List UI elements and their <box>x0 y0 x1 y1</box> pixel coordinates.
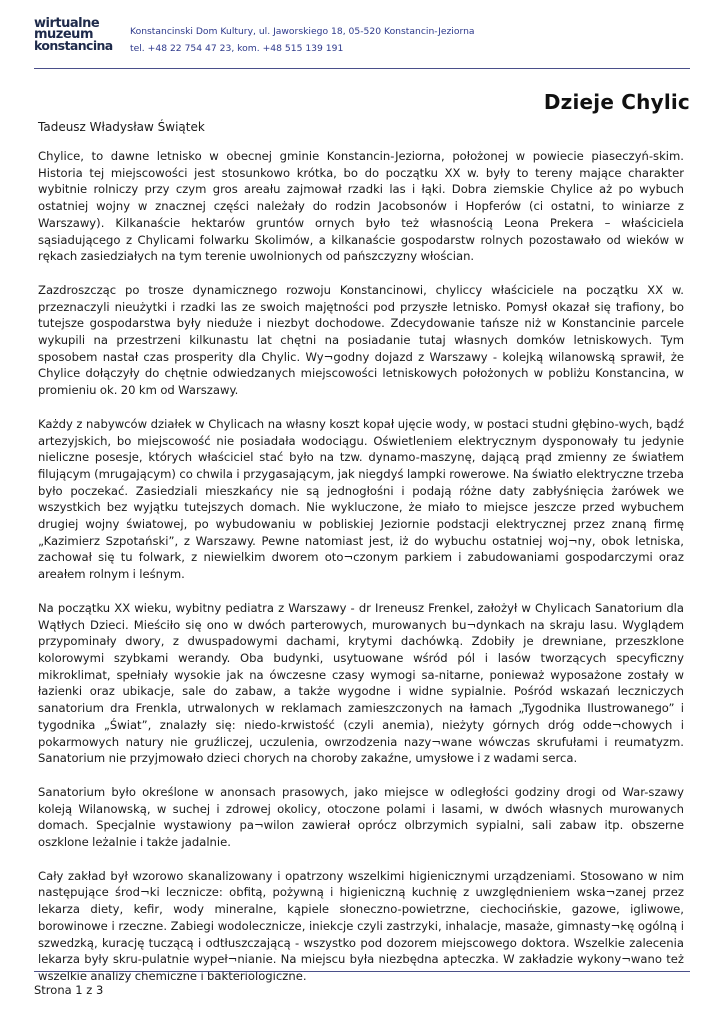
logo-line-1: wirtualne <box>34 16 100 31</box>
logo-line-3: konstancina <box>34 38 113 53</box>
paragraph-2: Zazdroszcząc po trosze dynamicznego rozwoju Konstancinowi, chyliccy właściciele na początku XX w. przeznaczyli nieużytki i rzadki las ze swoich majętności pod przyszłe letnisko. Pomysł okazał się trafiony, bo tutejsze gospodarstwa były nieduże i niezbyt dochodowe. Zdecydowanie tańsze niż w Konstancinie parcele wykupili na przestrzeni kilkunastu lat chętni na posiadanie tutaj własnych domków letniskowych. Tym sposobem nastał czas prosperity dla Chylic. Wy¬godny dojazd z Warszawy - kolejką wilanowską sprawił, że Chylice dołączyły do chętnie odwiedzanych miejscowości letniskowych położonych w pobliżu Konstancina, w promieniu ok. 20 km od Warszawy. <box>38 282 684 398</box>
footer-divider <box>34 971 690 972</box>
paragraph-1: Chylice, to dawne letnisko w obecnej gminie Konstancin-Jeziorna, położonej w powiecie piaseczyń-skim. Historia tej miejscowości jest stosunkowo krótka, bo do początku XX w. były to tereny mające charakter wybitnie rolniczy przy czym gros areału zajmował rzadki las i łąki. Dobra ziemskie Chylice aż po wybuch ostatniej wojny w znacznej części należały do rodzin Jacobsonów i Hopferów (ci ostatni, to winiarze z Warszawy). Kilkanaście hektarów gruntów ornych było też własnością Leona Prekera – właściciela sąsiadującego z Chylicami folwarku Skolimów, a kilkanaście gospodarstw rolnych pozostawało od wieków w rękach zasiedziałych na tym terenie uwolnionych od pańszczyzny włościan. <box>38 149 684 264</box>
museum-logo <box>34 18 124 51</box>
paragraph-4: Na początku XX wieku, wybitny pediatra z Warszawy - dr Ireneusz Frenkel, założył w Chylicach Sanatorium dla Wątłych Dzieci. Mieściło się ono w dwóch parterowych, murowanych bu¬dynkach na skraju lasu. Wyglądem przypominały dwory, z dwuspadowymi dachami, krytymi dachówką. Zdobiły je drewniane, przeszklone kolorowymi szybkami werandy. Oba budynki, usytuowane wśród pól i lasów tworzących specyficzny mikroklimat, spełniały wysokie jak na ówczesne czasy wymogi sa-nitarne, ponieważ wyposażone zostały w łazienki oraz ubikacje, sale do zabaw, a także wygodne i widne sypialnie. Pośród wskazań leczniczych sanatorium dra Frenkla, utrwalonych w reklamach zamieszczonych na łamach „Tygodnika Ilustrowanego” i tygodnika „Świat”, znalazły się: niedo-krwistość (czyli anemia), nieżyty górnych dróg odde¬chowych i pokarmowych natury nie gruźliczej, uczulenia, owrzodzenia nazy¬wane wówczas skrufułami i reumatyzm. Sanatorium nie przyjmowało dzieci chorych na choroby zakaźne, umysłowe i z wadami serca. <box>38 600 684 766</box>
phone-text: tel. +48 22 754 47 23, kom. +48 515 139 191 <box>130 43 344 54</box>
address-text: Konstancinski Dom Kultury, ul. Jaworskiego 18, 05-520 Konstancin-Jeziorna <box>130 26 475 37</box>
contact-info <box>130 23 475 57</box>
header-divider <box>34 68 690 69</box>
paragraph-6: Cały zakład był wzorowo skanalizowany i opatrzony wszelkimi higienicznymi urządzeniami. Stosowano w nim następujące środ¬ki lecznicze: obfitą, pożywną i higieniczną kuchnię z uwzględnieniem wska¬zanej przez lekarza diety, kefir, wody mineralne, kąpiele słoneczno-powietrzne, ciechocińskie, gazowe, igliwowe, borowinowe i rzeczne. Zabiegi wodolecznicze, iniekcje czyli zastrzyki, inhalacje, masaże, gimnasty¬kę ogólną i szwedzką, kurację tuczącą i odtłuszczającą - wszystko pod dozorem miejscowego doktora. Wszelkie zalecenia lekarza były skru-pulatnie wypeł¬nianie. Na miejscu była niezbędna apteczka. W zakładzie wykony¬wano też wszelkie analizy chemiczne i bakteriologiczne. <box>38 868 684 983</box>
page-number: Strona 1 z 3 <box>34 983 104 997</box>
paragraph-5: Sanatorium było określone w anonsach prasowych, jako miejsce w odległości godziny drogi od War-szawy koleją Wilanowską, w suchej i zdrowej okolicy, otoczone polami i lasami, w dwóch własnych murowanych domach. Specjalnie wystawiony pa¬wilon zawierał oprócz olbrzymich sypialni, sali zabaw itp. obszerne oszklone leżalnie i także jadalnie. <box>38 784 684 850</box>
paragraph-3: Każdy z nabywców działek w Chylicach na własny koszt kopał ujęcie wody, w postaci studni głębino-wych, bądź artezyjskich, bo miejscowość nie posiadała wodociągu. Oświetleniem elektrycznym dysponowały tu jedynie nieliczne posesje, których właściciel stać było na tzw. dynamo-maszynę, dającą prąd zmienny ze światłem filującym (mrugającym) co chwila i przygasającym, jak niegdyś lampki rowerowe. Na światło elektryczne trzeba było poczekać. Zasiedziali mieszkańcy nie są jednogłośni i podają różne daty zabłyśnięcia żarówek we wszystkich bez wyjątku tutejszych domach. Nie wykluczone, że miało to miejsce jeszcze przed wybuchem drugiej wojny światowej, po wybudowaniu w pobliskiej Jeziornie podstacji elektrycznej przez znaną firmę „Kazimierz Szpotański”, z Warszawy. Pewne natomiast jest, iż do wybuchu ostatniej woj¬ny, obok letniska, zachował się tu folwark, z niewielkim dworem oto¬czonym parkiem i zabudowaniami gospodarczymi oraz areałem rolnym i leśnym. <box>38 416 684 582</box>
page-header <box>34 16 690 68</box>
author-name: Tadeusz Władysław Świątek <box>38 120 205 134</box>
logo-line-2: muzeum <box>34 27 93 42</box>
article-body <box>38 148 684 1002</box>
page-title: Dzieje Chylic <box>543 90 690 114</box>
